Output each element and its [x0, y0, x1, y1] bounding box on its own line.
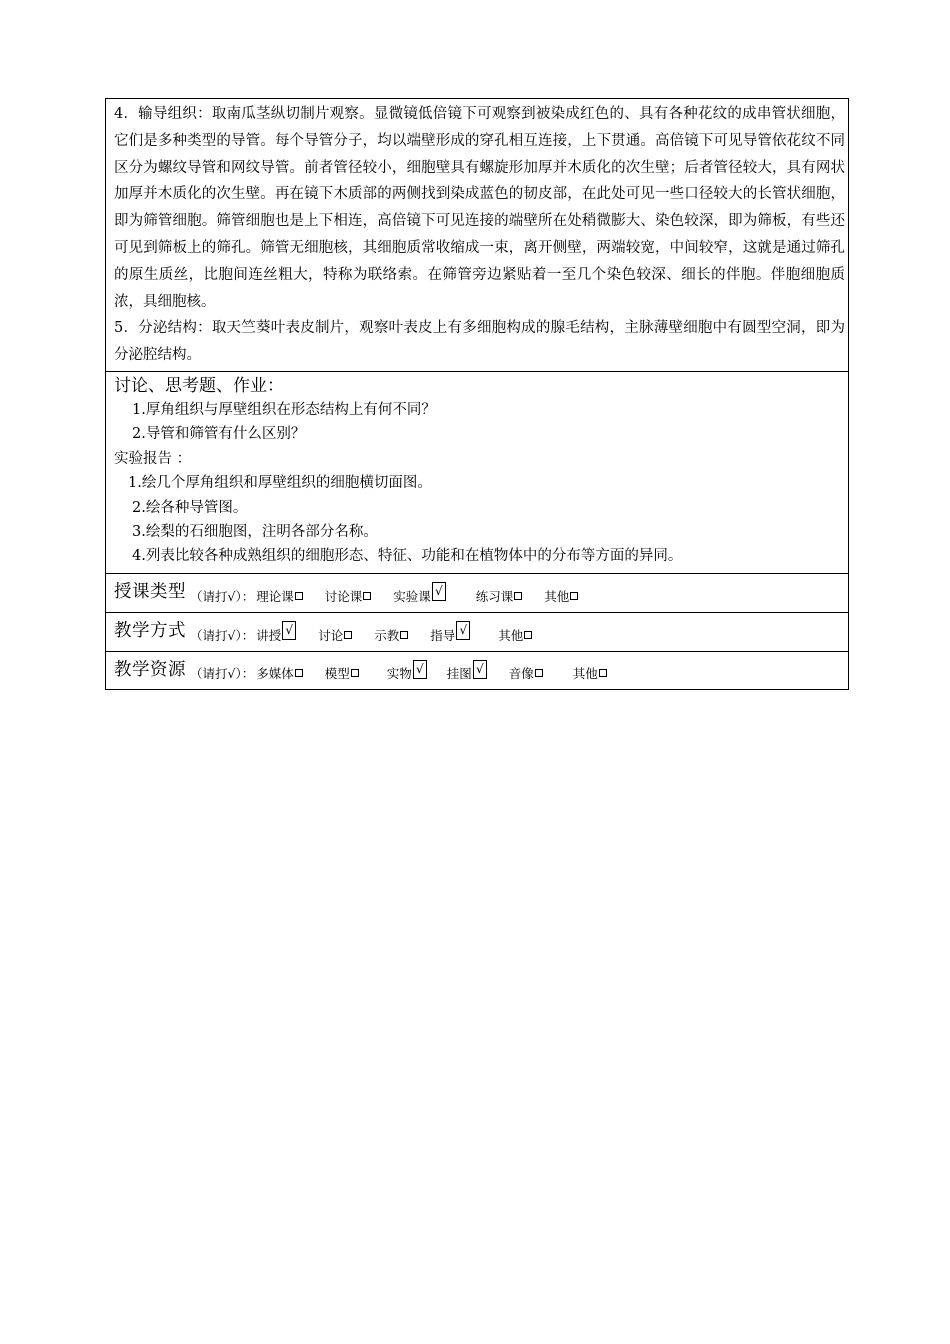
option-label: 示教 [374, 627, 400, 643]
report-item: 4.列表比较各种成熟组织的细胞形态、特征、功能和在植物体中的分布等方面的异同。 [132, 548, 683, 565]
discussion-cell [106, 372, 848, 574]
option-label: 练习课 [475, 588, 514, 604]
checkbox-empty[interactable] [363, 592, 371, 600]
option-model[interactable] [325, 664, 359, 682]
option-label: 多媒体 [256, 666, 294, 682]
option-other[interactable] [498, 626, 532, 644]
report-heading: 实验报告 ： [114, 450, 192, 467]
checkbox-empty[interactable] [524, 631, 532, 639]
option-multimedia[interactable] [256, 664, 303, 682]
option-lecture[interactable] [256, 625, 296, 644]
option-label: 其他 [498, 627, 524, 643]
teaching-method-hint: （请打√）： [190, 627, 255, 643]
option-audio-video[interactable] [509, 664, 543, 682]
checkbox-checked[interactable]: √ [432, 582, 446, 601]
checkbox-empty[interactable] [570, 592, 578, 600]
option-guidance[interactable] [430, 625, 470, 644]
option-label: 音像 [508, 666, 534, 682]
checkbox-checked[interactable]: √ [282, 621, 296, 640]
option-label: 理论课 [256, 588, 294, 604]
option-label: 讨论 [318, 627, 344, 643]
section-5-paragraph: 5．分泌结构：取天竺葵叶表皮制片，观察叶表皮上有多细胞构成的腺毛结构，主脉薄壁细胞中有圆型空洞，即为分泌腔结构。 [114, 320, 845, 364]
checkbox-checked[interactable]: √ [473, 660, 487, 679]
option-label: 讲授 [256, 627, 282, 643]
option-wallchart[interactable] [446, 661, 487, 683]
option-label: 挂图 [446, 666, 472, 682]
option-discussion[interactable] [325, 587, 372, 605]
course-type-hint: （请打√）： [190, 588, 255, 604]
teaching-resources-title: 教学资源 [114, 659, 186, 680]
option-theory[interactable] [256, 587, 303, 605]
section-4-paragraph: 4．输导组织：取南瓜茎纵切制片观察。显微镜低倍镜下可观察到被染成红色的、具有各种花纹的成串管状细胞，它们是多种类型的导管。每个导管分子，均以端壁形成的穿孔相互连接，上下贯通。高倍镜下可见导管依花纹不同区分为螺纹导管和网纹导管。前者管径较小，细胞壁具有螺旋形加厚并木质化的次生壁；后者管径较大，具有网状加厚并木质化的次生壁。再在镜下木质部的两侧找到染成蓝色的韧皮部，在此处可见一些口径较大的长管状细胞，即为筛管细胞。筛管细胞也是上下相连，高倍镜下可见连接的端壁所在处稍微膨大、染色较深，即为筛板，有些还可见到筛板上的筛孔。筛管无细胞核，其细胞质常收缩成一束，离开侧壁，两端较宽，中间较窄，这就是通过筛孔的原生质丝，比胞间连丝粗大，特称为联络索。在筛管旁边紧贴着一至几个染色较深、细长的伴胞。伴胞细胞质浓，具细胞核。 [114, 106, 845, 310]
teaching-method-row [106, 613, 848, 652]
lesson-plan-table [105, 98, 849, 690]
option-demonstration[interactable] [374, 626, 408, 644]
checkbox-empty[interactable] [351, 669, 359, 677]
checkbox-checked[interactable]: √ [456, 621, 470, 640]
course-type-row [106, 574, 848, 613]
experiment-content-cell [106, 99, 848, 372]
course-type-title: 授课类型 [114, 582, 186, 603]
checkbox-empty[interactable] [599, 669, 607, 677]
checkbox-empty[interactable] [295, 592, 303, 600]
question-item: 1.厚角组织与厚壁组织在形态结构上有何不同？ [132, 401, 436, 418]
option-experiment[interactable] [393, 586, 446, 605]
option-other[interactable] [573, 664, 607, 682]
option-label: 其他 [544, 588, 570, 604]
checkbox-checked[interactable]: √ [413, 660, 427, 679]
checkbox-empty[interactable] [400, 631, 408, 639]
report-item: 2.绘各种导管图。 [132, 499, 248, 516]
report-item: 3.绘梨的石细胞图，注明各部分名称。 [132, 524, 378, 540]
option-label: 指导 [430, 627, 456, 643]
option-specimen[interactable] [386, 661, 427, 683]
option-label: 实物 [386, 666, 412, 682]
teaching-resources-row [106, 652, 848, 689]
discussion-heading: 讨论、思考题、作业： [114, 375, 284, 396]
checkbox-empty[interactable] [295, 669, 303, 677]
option-other[interactable] [544, 587, 578, 605]
report-item: 1.绘几个厚角组织和厚壁组织的细胞横切面图。 [128, 475, 432, 492]
checkbox-empty[interactable] [344, 631, 352, 639]
option-exercise[interactable] [476, 587, 523, 605]
question-item: 2.导管和筛管有什么区别？ [132, 426, 306, 443]
option-label: 模型 [324, 666, 350, 682]
option-label: 其他 [572, 666, 598, 682]
checkbox-empty[interactable] [535, 669, 543, 677]
teaching-method-title: 教学方式 [114, 621, 186, 642]
checkbox-empty[interactable] [514, 592, 522, 600]
option-label: 讨论课 [324, 588, 363, 604]
option-discuss[interactable] [318, 626, 352, 644]
teaching-resources-hint: （请打√）： [190, 666, 255, 682]
option-label: 实验课 [393, 588, 431, 604]
